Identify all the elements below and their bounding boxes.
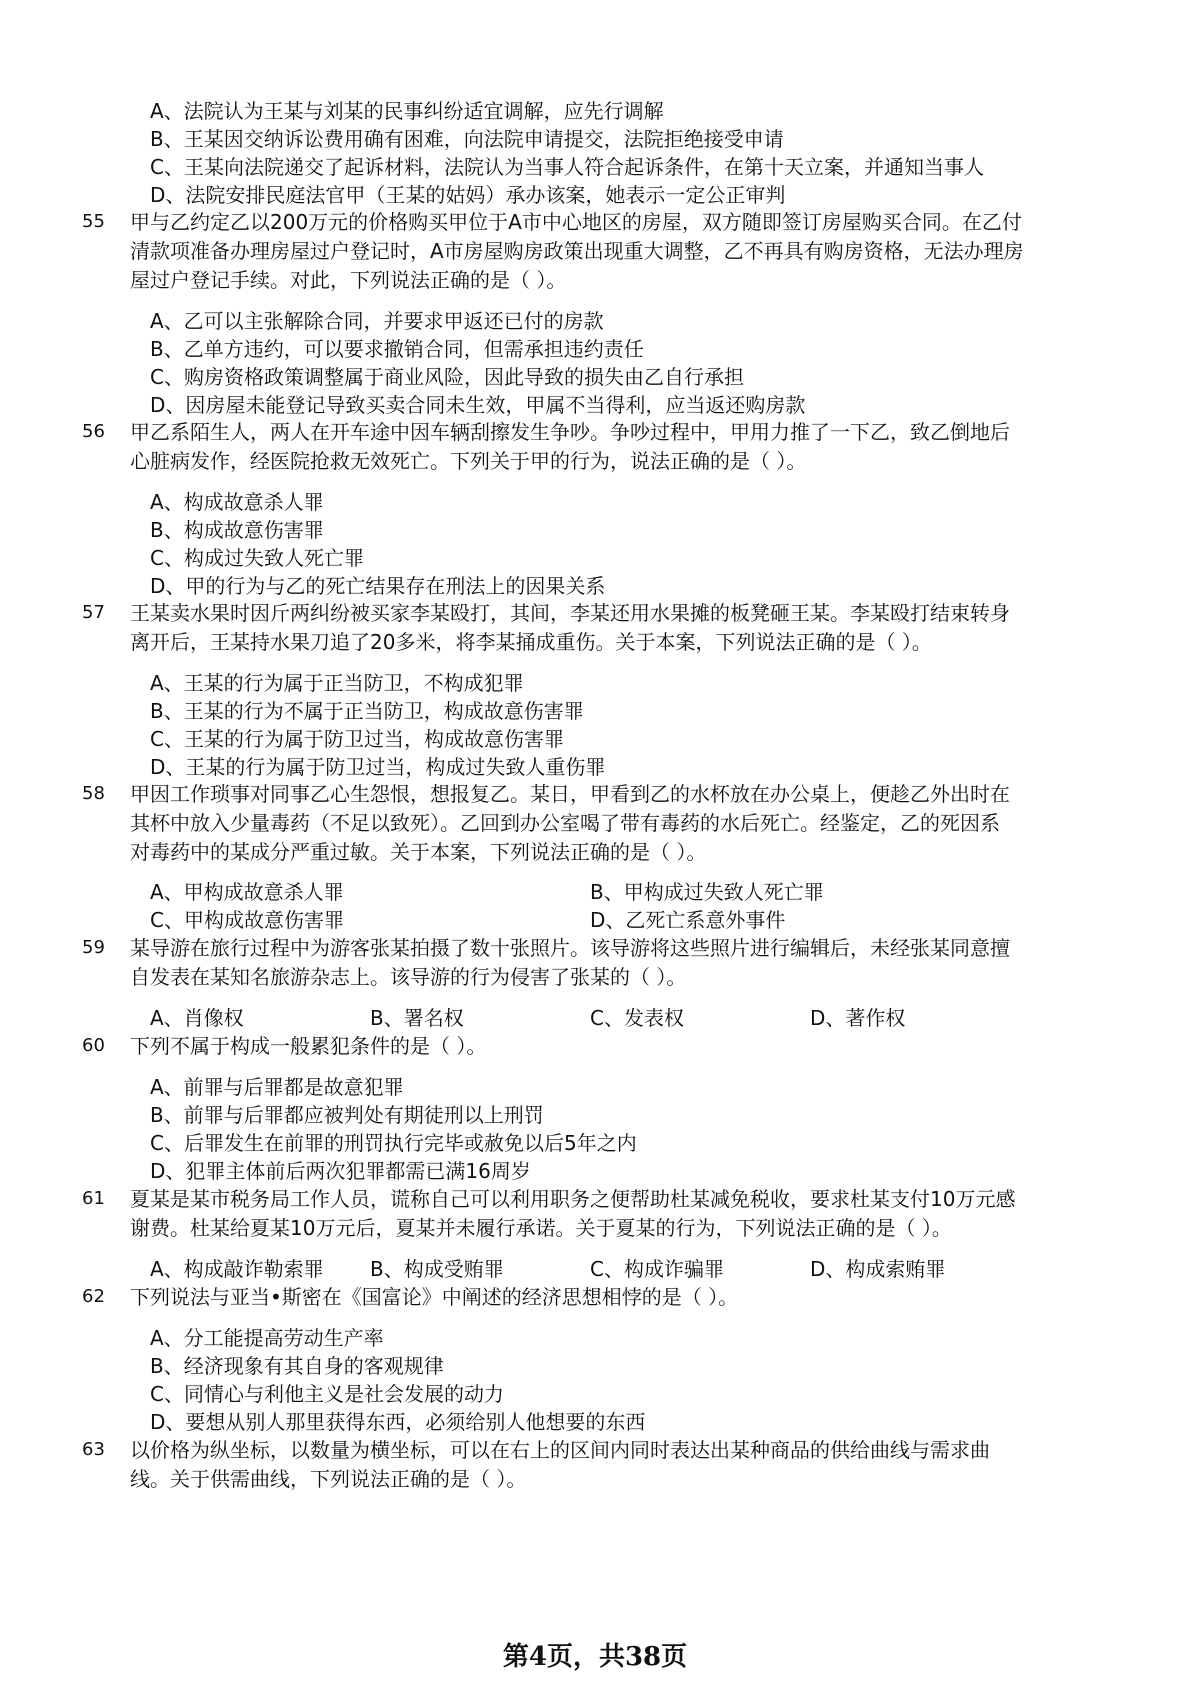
question-stem-line: 某导游在旅行过程中为游客张某拍摄了数十张照片。该导游将这些照片进行编辑后，未经张某同意擅 [130, 936, 1010, 960]
question-stem-line: 下列说法与亚当•斯密在《国富论》中阐述的经济思想相悖的是（ ）。 [130, 1285, 739, 1309]
option-a: A、构成敲诈勒索罪 [150, 1257, 324, 1281]
option-d: D、犯罪主体前后两次犯罪都需已满16周岁 [150, 1159, 531, 1183]
question-number: 60 [82, 1035, 105, 1056]
option-a: A、王某的行为属于正当防卫，不构成犯罪 [150, 671, 524, 695]
option-d: D、因房屋未能登记导致买卖合同未生效，甲属不当得利，应当返还购房款 [150, 393, 806, 417]
option-d: D、著作权 [810, 1006, 906, 1030]
option-d: D、要想从别人那里获得东西，必须给别人他想要的东西 [150, 1410, 646, 1434]
question-stem-line: 屋过户登记手续。对此，下列说法正确的是（ ）。 [130, 268, 567, 292]
question-stem-line: 以价格为纵坐标，以数量为横坐标，可以在右上的区间内同时表达出某种商品的供给曲线与需求曲 [130, 1438, 990, 1462]
option-c: C、发表权 [590, 1006, 684, 1030]
question-stem-line: 王某卖水果时因斤两纠纷被买家李某殴打，其间，李某还用水果摊的板凳砸王某。李某殴打结束转身 [130, 601, 1010, 625]
option-c: C、购房资格政策调整属于商业风险，因此导致的损失由乙自行承担 [150, 365, 744, 389]
option-a: A、前罪与后罪都是故意犯罪 [150, 1075, 404, 1099]
option-b: B、乙单方违约，可以要求撤销合同，但需承担违约责任 [150, 337, 644, 361]
question-number: 58 [82, 783, 105, 804]
question-stem-line: 对毒药中的某成分严重过敏。关于本案，下列说法正确的是（ ）。 [130, 840, 707, 864]
option-d: D、构成索贿罪 [810, 1257, 946, 1281]
question-stem-line: 线。关于供需曲线，下列说法正确的是（ ）。 [130, 1467, 527, 1491]
question-stem-line: 甲因工作琐事对同事乙心生怨恨，想报复乙。某日，甲看到乙的水杯放在办公桌上，便趁乙外出时在 [130, 782, 1010, 806]
question-number: 61 [82, 1188, 105, 1209]
option-c: C、构成过失致人死亡罪 [150, 546, 364, 570]
question-stem-line: 下列不属于构成一般累犯条件的是（ ）。 [130, 1034, 487, 1058]
question-stem-line: 甲与乙约定乙以200万元的价格购买甲位于A市中心地区的房屋，双方随即签订房屋购买合同。在乙付 [130, 210, 1022, 234]
question-number: 55 [82, 211, 105, 232]
option-c: C、同情心与利他主义是社会发展的动力 [150, 1382, 504, 1406]
option-b: B、构成受贿罪 [370, 1257, 504, 1281]
question-number: 63 [82, 1439, 105, 1460]
option-a: A、乙可以主张解除合同，并要求甲返还已付的房款 [150, 309, 604, 333]
option-b: B、王某的行为不属于正当防卫，构成故意伤害罪 [150, 699, 584, 723]
option-b: B、构成故意伤害罪 [150, 518, 324, 542]
q54-option-d: D、法院安排民庭法官甲（王某的姑妈）承办该案，她表示一定公正审判 [150, 183, 786, 207]
question-number: 62 [82, 1286, 105, 1307]
option-a: A、分工能提高劳动生产率 [150, 1326, 384, 1350]
option-b: B、甲构成过失致人死亡罪 [590, 880, 824, 904]
option-b: B、署名权 [370, 1006, 464, 1030]
question-stem-line: 夏某是某市税务局工作人员，谎称自己可以利用职务之便帮助杜某减免税收，要求杜某支付10万元感 [130, 1187, 1016, 1211]
q54-option-b: B、王某因交纳诉讼费用确有困难，向法院申请提交，法院拒绝接受申请 [150, 127, 784, 151]
q54-option-c: C、王某向法院递交了起诉材料，法院认为当事人符合起诉条件，在第十天立案，并通知当事人 [150, 155, 984, 179]
option-a: A、肖像权 [150, 1006, 244, 1030]
option-c: C、王某的行为属于防卫过当，构成故意伤害罪 [150, 727, 564, 751]
question-stem-line: 心脏病发作，经医院抢救无效死亡。下列关于甲的行为，说法正确的是（ ）。 [130, 449, 807, 473]
page-footer: 第4页，共38页 [502, 1642, 688, 1672]
option-a: A、甲构成故意杀人罪 [150, 880, 344, 904]
question-number: 56 [82, 421, 105, 442]
option-c: C、构成诈骗罪 [590, 1257, 724, 1281]
option-c: C、甲构成故意伤害罪 [150, 908, 344, 932]
option-d: D、甲的行为与乙的死亡结果存在刑法上的因果关系 [150, 574, 606, 598]
option-b: B、经济现象有其自身的客观规律 [150, 1354, 444, 1378]
option-a: A、构成故意杀人罪 [150, 490, 324, 514]
question-stem-line: 自发表在某知名旅游杂志上。该导游的行为侵害了张某的（ ）。 [130, 965, 687, 989]
question-stem-line: 其杯中放入少量毒药（不足以致死）。乙回到办公室喝了带有毒药的水后死亡。经鉴定，乙的死因系 [130, 811, 1000, 835]
option-d: D、王某的行为属于防卫过当，构成过失致人重伤罪 [150, 755, 606, 779]
question-stem-line: 清款项准备办理房屋过户登记时，A市房屋购房政策出现重大调整，乙不再具有购房资格，无法办理房 [130, 239, 1024, 263]
option-c: C、后罪发生在前罪的刑罚执行完毕或赦免以后5年之内 [150, 1131, 637, 1155]
question-stem-line: 谢费。杜某给夏某10万元后，夏某并未履行承诺。关于夏某的行为，下列说法正确的是（ ）。 [130, 1216, 952, 1240]
question-number: 57 [82, 602, 105, 623]
option-b: B、前罪与后罪都应被判处有期徒刑以上刑罚 [150, 1103, 544, 1127]
question-stem-line: 离开后，王某持水果刀追了20多米，将李某捅成重伤。关于本案，下列说法正确的是（ ）。 [130, 630, 932, 654]
question-stem-line: 甲乙系陌生人，两人在开车途中因车辆刮擦发生争吵。争吵过程中，甲用力推了一下乙，致乙倒地后 [130, 420, 1010, 444]
option-d: D、乙死亡系意外事件 [590, 908, 786, 932]
q54-option-a: A、法院认为王某与刘某的民事纠纷适宜调解，应先行调解 [150, 99, 664, 123]
question-number: 59 [82, 937, 105, 958]
